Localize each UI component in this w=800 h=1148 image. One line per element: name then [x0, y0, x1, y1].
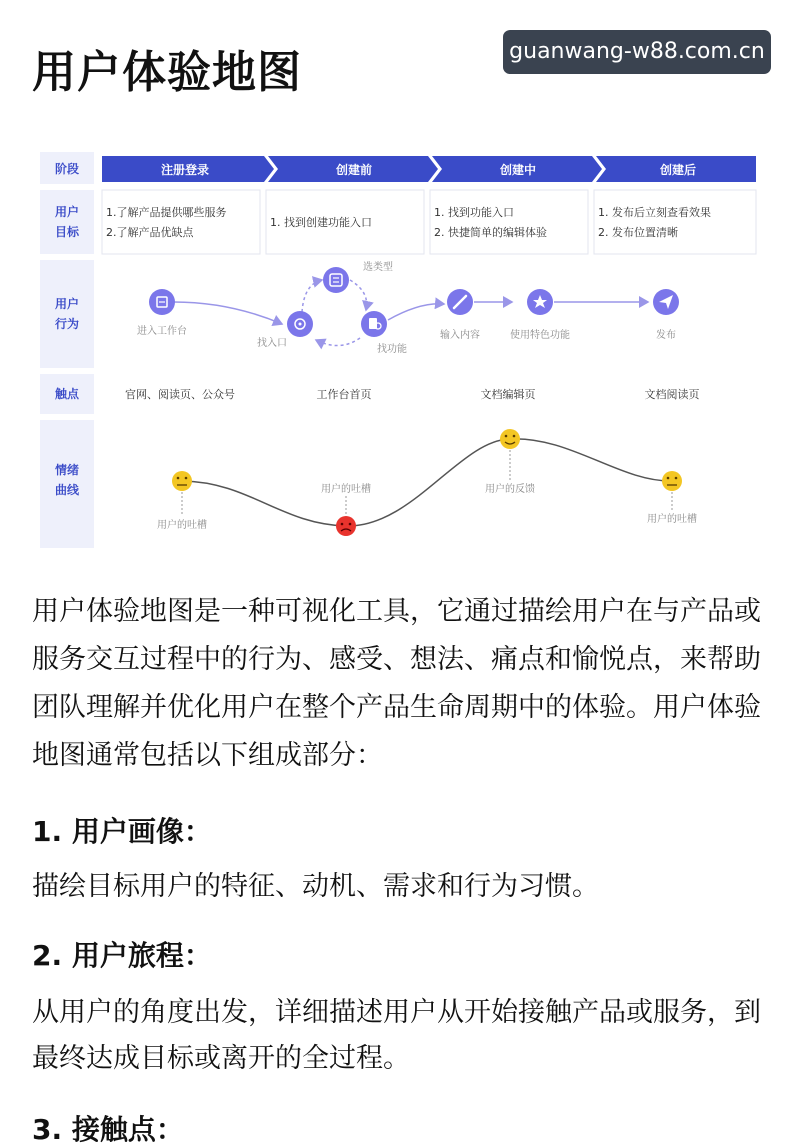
- label-bg-goal: [40, 190, 94, 254]
- pen-icon: [447, 289, 473, 315]
- behavior-label-6: 使用特色功能: [510, 330, 570, 341]
- goal-cell-1: [102, 190, 260, 254]
- emotion-label-4: 用户的吐槽: [647, 514, 697, 525]
- emotion-curve: [182, 439, 672, 526]
- emotion-label-1: 用户的吐槽: [157, 520, 207, 531]
- intro-paragraph: 用户体验地图是一种可视化工具，它通过描绘用户在与产品或服务交互过程中的行为、感受、想法、痛点和愉悦点，来帮助团队理解并优化用户在整个产品生命周期中的体验。用户体验地图通常包括以下组成部分：: [32, 596, 761, 771]
- touchpoint-1: 官网、阅读页、公众号: [125, 388, 235, 401]
- send-icon: [653, 289, 679, 315]
- label-stage: 阶段: [54, 162, 80, 176]
- behavior-label-5: 输入内容: [440, 330, 480, 341]
- label-goal-2: 目标: [54, 225, 80, 239]
- document-icon: [149, 289, 175, 315]
- emotion-label-2: 用户的吐槽: [321, 484, 371, 495]
- watermark-badge: guanwang-w88.com.cn: [503, 30, 771, 74]
- neutral-face-icon: [172, 471, 192, 491]
- label-goal-1: 用户: [54, 205, 80, 219]
- happy-face-icon: [500, 429, 520, 449]
- page-title: 用户体验地图: [32, 47, 302, 98]
- emotion-label-3: 用户的反馈: [485, 484, 535, 495]
- goal-3-line-2: 2. 快捷简单的编辑体验: [434, 226, 547, 239]
- stage-label-2: 创建前: [335, 163, 373, 177]
- journey-map-figure: [40, 152, 760, 550]
- label-emotion-1: 情绪: [54, 463, 80, 477]
- star-icon: [527, 289, 553, 315]
- flow-line-3: [350, 280, 367, 310]
- label-emotion-2: 曲线: [54, 483, 80, 497]
- label-touchpoint: 触点: [54, 387, 80, 401]
- section-heading-2: 2. 用户旅程：: [32, 939, 212, 972]
- goal-4-line-1: 1. 发布后立刻查看效果: [598, 206, 711, 219]
- section-heading-3: 3. 接触点：: [32, 1113, 184, 1146]
- behavior-label-1: 进入工作台: [137, 326, 187, 337]
- flow-line-2: [302, 280, 322, 312]
- goal-cell-4: [594, 190, 756, 254]
- neutral-face-icon: [662, 471, 682, 491]
- section-body-1: 描绘目标用户的特征、动机、需求和行为习惯。: [32, 871, 599, 902]
- goal-1-line-1: 1.了解产品提供哪些服务: [106, 206, 227, 219]
- search-doc-icon: [361, 311, 387, 337]
- goal-cell-3: [430, 190, 588, 254]
- label-bg-behavior: [40, 260, 94, 368]
- section-body-2: 从用户的角度出发，详细描述用户从开始接触产品或服务，到最终达成目标或离开的全过程。: [32, 997, 761, 1074]
- touchpoint-3: 文档编辑页: [480, 388, 536, 401]
- stage-label-4: 创建后: [659, 163, 697, 177]
- section-heading-1: 1. 用户画像：: [32, 815, 212, 848]
- label-behavior-1: 用户: [54, 297, 80, 311]
- flow-line-4: [316, 338, 360, 346]
- label-behavior-2: 行为: [54, 317, 80, 331]
- list-icon: [323, 267, 349, 293]
- touchpoint-2: 工作台首页: [316, 388, 372, 401]
- stage-label-3: 创建中: [499, 163, 537, 177]
- behavior-label-3: 选类型: [363, 262, 393, 273]
- goal-4-line-2: 2. 发布位置清晰: [598, 226, 678, 239]
- behavior-label-7: 发布: [656, 330, 676, 341]
- touchpoint-4: 文档阅读页: [644, 388, 700, 401]
- flow-line-5: [388, 304, 444, 320]
- goal-3-line-1: 1. 找到功能入口: [434, 206, 514, 219]
- behavior-label-2: 找入口: [257, 338, 287, 349]
- flow-line-1: [174, 302, 282, 324]
- target-icon: [287, 311, 313, 337]
- angry-face-icon: [336, 516, 356, 536]
- goal-1-line-2: 2.了解产品优缺点: [106, 226, 194, 239]
- behavior-label-4: 找功能: [377, 344, 407, 355]
- goal-2-line-1: 1. 找到创建功能入口: [270, 216, 372, 229]
- stage-label-1: 注册登录: [160, 163, 210, 177]
